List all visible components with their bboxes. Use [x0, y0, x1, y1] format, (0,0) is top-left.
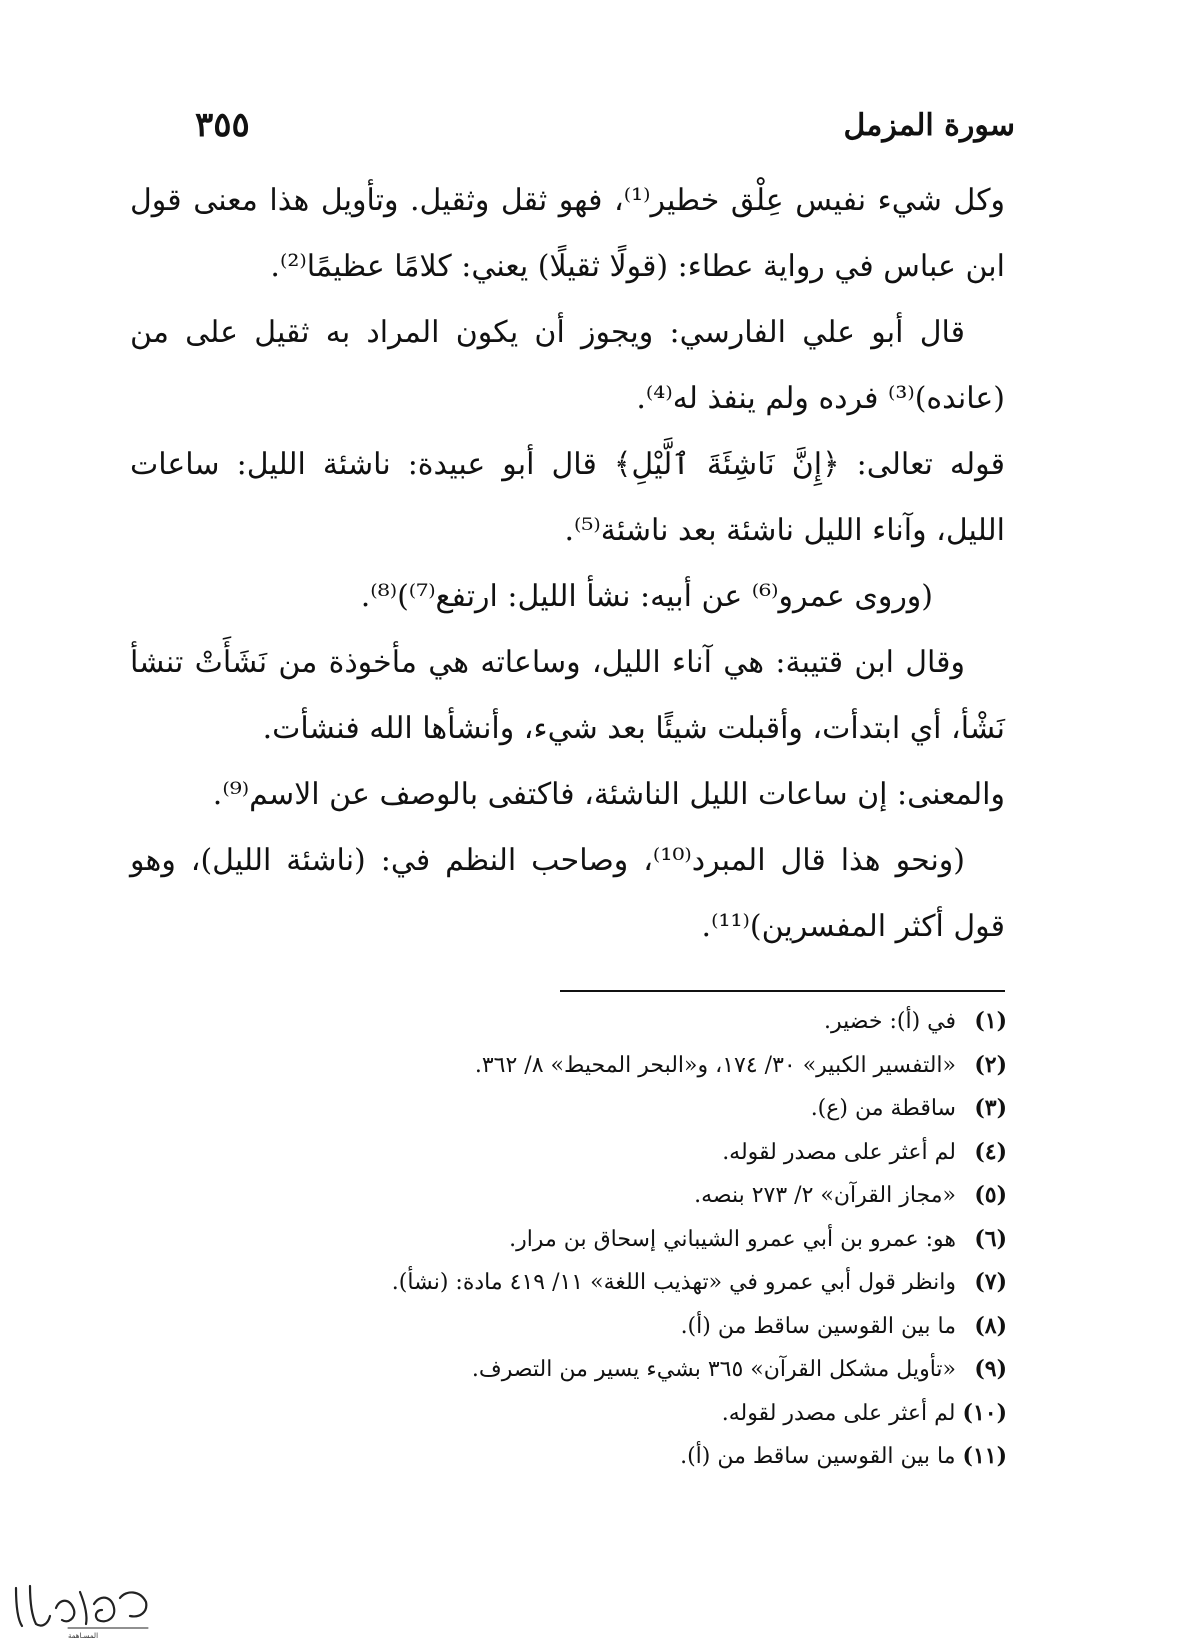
footnote-number: (٩) [974, 1356, 1007, 1382]
surah-title: سورة المزمل [843, 107, 1015, 143]
footnote-text: «مجاز القرآن» ٢/ ٢٧٣ بنصه. [694, 1183, 956, 1208]
paragraph: قال أبو علي الفارسي: ويجوز أن يكون المراد به ثقيل على من (عانده)⁽³⁾ فرده ولم ينفذ له⁽⁴⁾. [130, 315, 1005, 416]
footnote-item [330, 1392, 1007, 1436]
watermark-text: المسـاهمة [67, 1632, 99, 1640]
footnote-text: ما بين القوسين ساقط من (أ). [680, 1313, 956, 1339]
footnote-text: ما بين القوسين ساقط من (أ). [680, 1444, 956, 1469]
footnote-number: (٤) [974, 1138, 1007, 1165]
footnote-item [330, 1087, 1007, 1131]
footnote-number: (١١) [962, 1443, 1007, 1469]
footnote-item [330, 1000, 1007, 1044]
footnote-number: (٧) [974, 1269, 1007, 1295]
footnote-item [330, 1261, 1007, 1305]
footnote-number: (١٠) [962, 1399, 1007, 1426]
footnote-text: في (أ): خضير. [824, 1009, 956, 1034]
footnote-separator [560, 990, 1005, 992]
page-header [195, 100, 1015, 150]
footnote-text: «التفسير الكبير» ٣٠/ ١٧٤، و«البحر المحيط» ٨/ ٣٦٢. [474, 1052, 956, 1078]
footnote-item [330, 1174, 1007, 1218]
footnote-number: (٢) [974, 1051, 1007, 1078]
watermark-logo [8, 1568, 158, 1640]
footnote-number: (٦) [974, 1225, 1007, 1252]
paragraph: قوله تعالى: ﴿إِنَّ نَاشِئَةَ ٱلَّيْلِ﴾ قال أبو عبيدة: ناشئة الليل: ساعات الليل، وآناء الليل ناشئة بعد ناشئة⁽⁵⁾. [130, 447, 1005, 548]
footnote-text: لم أعثر على مصدر لقوله. [721, 1400, 956, 1426]
footnote-text: «تأويل مشكل القرآن» ٣٦٥ بشيء يسير من التصرف. [471, 1357, 956, 1382]
footnote-item [330, 1044, 1007, 1088]
footnote-item [330, 1435, 1007, 1479]
page-number: ٣٥٥ [195, 105, 250, 145]
footnote-text: لم أعثر على مصدر لقوله. [722, 1139, 956, 1165]
paragraph: وكل شيء نفيس عِلْق خطير⁽¹⁾، فهو ثقل وثقيل. وتأويل هذا معنى قول ابن عباس في رواية عطاء: (قولًا ثقيلًا) يعني: كلامًا عظيمًا⁽²⁾. [130, 183, 1006, 284]
footnote-number: (٨) [974, 1312, 1007, 1339]
footnote-item [330, 1218, 1007, 1262]
paragraph: وقال ابن قتيبة: هي آناء الليل، وساعاته هي مأخوذة من نَشَأَتْ تنشأ نَشْأ، أي ابتدأت، وأقبلت شيئًا بعد شيء، وأنشأها الله فنشأت. [130, 645, 1005, 746]
main-text [130, 168, 1005, 960]
footnote-text: وانظر قول أبي عمرو في «تهذيب اللغة» ١١/ ٤١٩ مادة: (نشأ). [391, 1270, 956, 1295]
footnote-number: (١) [974, 1008, 1007, 1034]
paragraph: (وروى عمرو⁽⁶⁾ عن أبيه: نشأ الليل: ارتفع⁽⁷⁾)⁽⁸⁾. [360, 579, 933, 614]
footnote-item [330, 1305, 1007, 1349]
footnote-text: هو: عمرو بن أبي عمرو الشيباني إسحاق بن مرار. [509, 1226, 956, 1252]
footnote-item [330, 1131, 1007, 1175]
footnote-number: (٣) [974, 1095, 1007, 1121]
paragraph: (ونحو هذا قال المبرد⁽¹⁰⁾، وصاحب النظم في: (ناشئة الليل)، وهو قول أكثر المفسرين)⁽¹¹⁾. [130, 843, 1005, 944]
paragraph: والمعنى: إن ساعات الليل الناشئة، فاكتفى بالوصف عن الاسم⁽⁹⁾. [212, 777, 1005, 812]
footnote-number: (٥) [974, 1182, 1007, 1208]
footnote-text: ساقطة من (ع). [810, 1096, 956, 1121]
footnote-item [330, 1348, 1007, 1392]
footnotes-list [330, 1000, 1007, 1479]
